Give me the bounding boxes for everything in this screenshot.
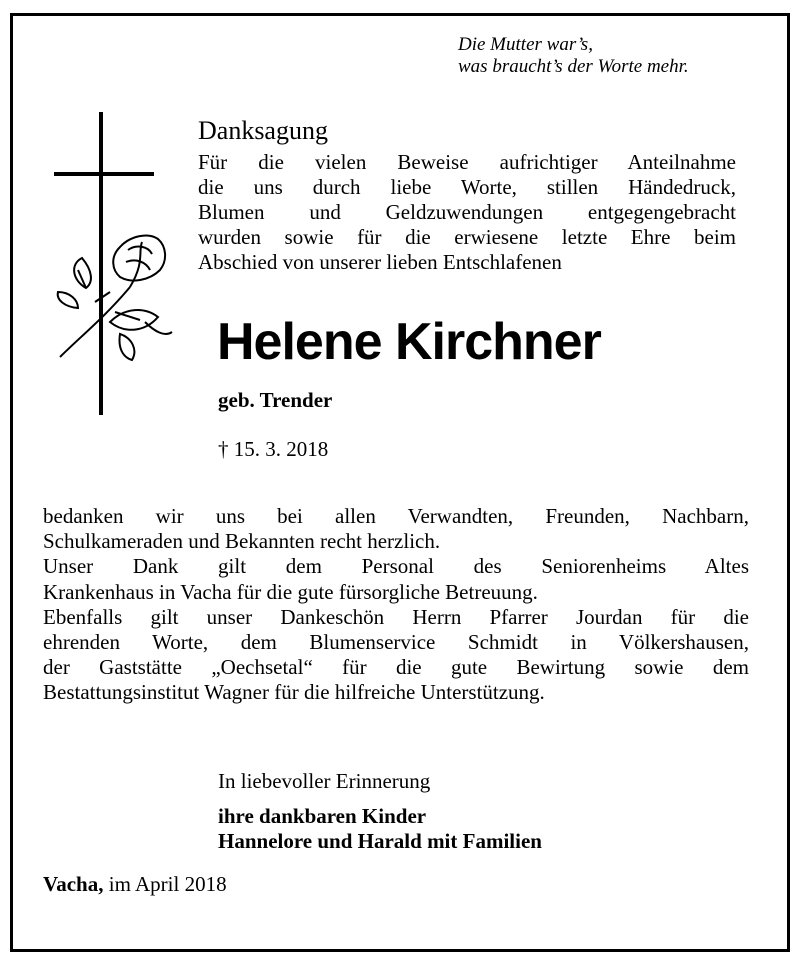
body-line: Ebenfalls gilt unser Dankeschön Herrn Pfarrer Jourdan für die [43,604,749,629]
closing-phrase: In liebevoller Erinnerung [218,769,431,793]
intro-line: Blumen und Geldzuwendungen entgegengebracht [198,200,736,224]
body-line: bedanken wir uns bei allen Verwandten, Freunden, Nachbarn, [43,504,749,528]
place-date-text: im April 2018 [108,872,227,896]
intro-line: die uns durch liebe Worte, stillen Händedruck, [198,175,736,199]
birth-name: geb. Trender [218,388,333,412]
body-line: Unser Dank gilt dem Personal des Seniorenheims Altes [43,554,749,579]
motto-line-1: Die Mutter war’s, [458,34,593,55]
death-date: † 15. 3. 2018 [218,437,329,461]
body-line: der Gaststätte „Oechsetal“ für die gute Bewirtung sowie dem [43,655,749,680]
deceased-name: Helene Kirchner [217,313,601,371]
signers [218,804,542,854]
thanks-body [43,504,749,706]
intro-paragraph [198,150,736,275]
body-line: Schulkameraden und Bekannten recht herzlich. [43,529,441,554]
body-line: Krankenhaus in Vacha für die gute fürsorgliche Betreuung. [43,579,538,604]
place-date [43,872,227,897]
motto-line-2: was braucht’s der Worte mehr. [458,56,689,77]
body-line: Bestattungsinstitut Wagner für die hilfreiche Unterstützung. [43,680,545,705]
cross-with-rose-icon [50,112,180,417]
signers-line-2: Hannelore und Harald mit Familien [218,829,542,853]
intro-line: Für die vielen Beweise aufrichtiger Anteilnahme [198,150,736,174]
intro-line: Abschied von unserer lieben Entschlafenen [198,250,562,274]
body-line: ehrenden Worte, dem Blumenservice Schmidt in Völkershausen, [43,630,749,655]
place-city: Vacha, [43,872,104,896]
heading: Danksagung [198,116,328,145]
intro-line: wurden sowie für die erwiesene letzte Ehre beim [198,225,736,249]
motto [458,34,689,78]
signers-line-1: ihre dankbaren Kinder [218,804,427,828]
